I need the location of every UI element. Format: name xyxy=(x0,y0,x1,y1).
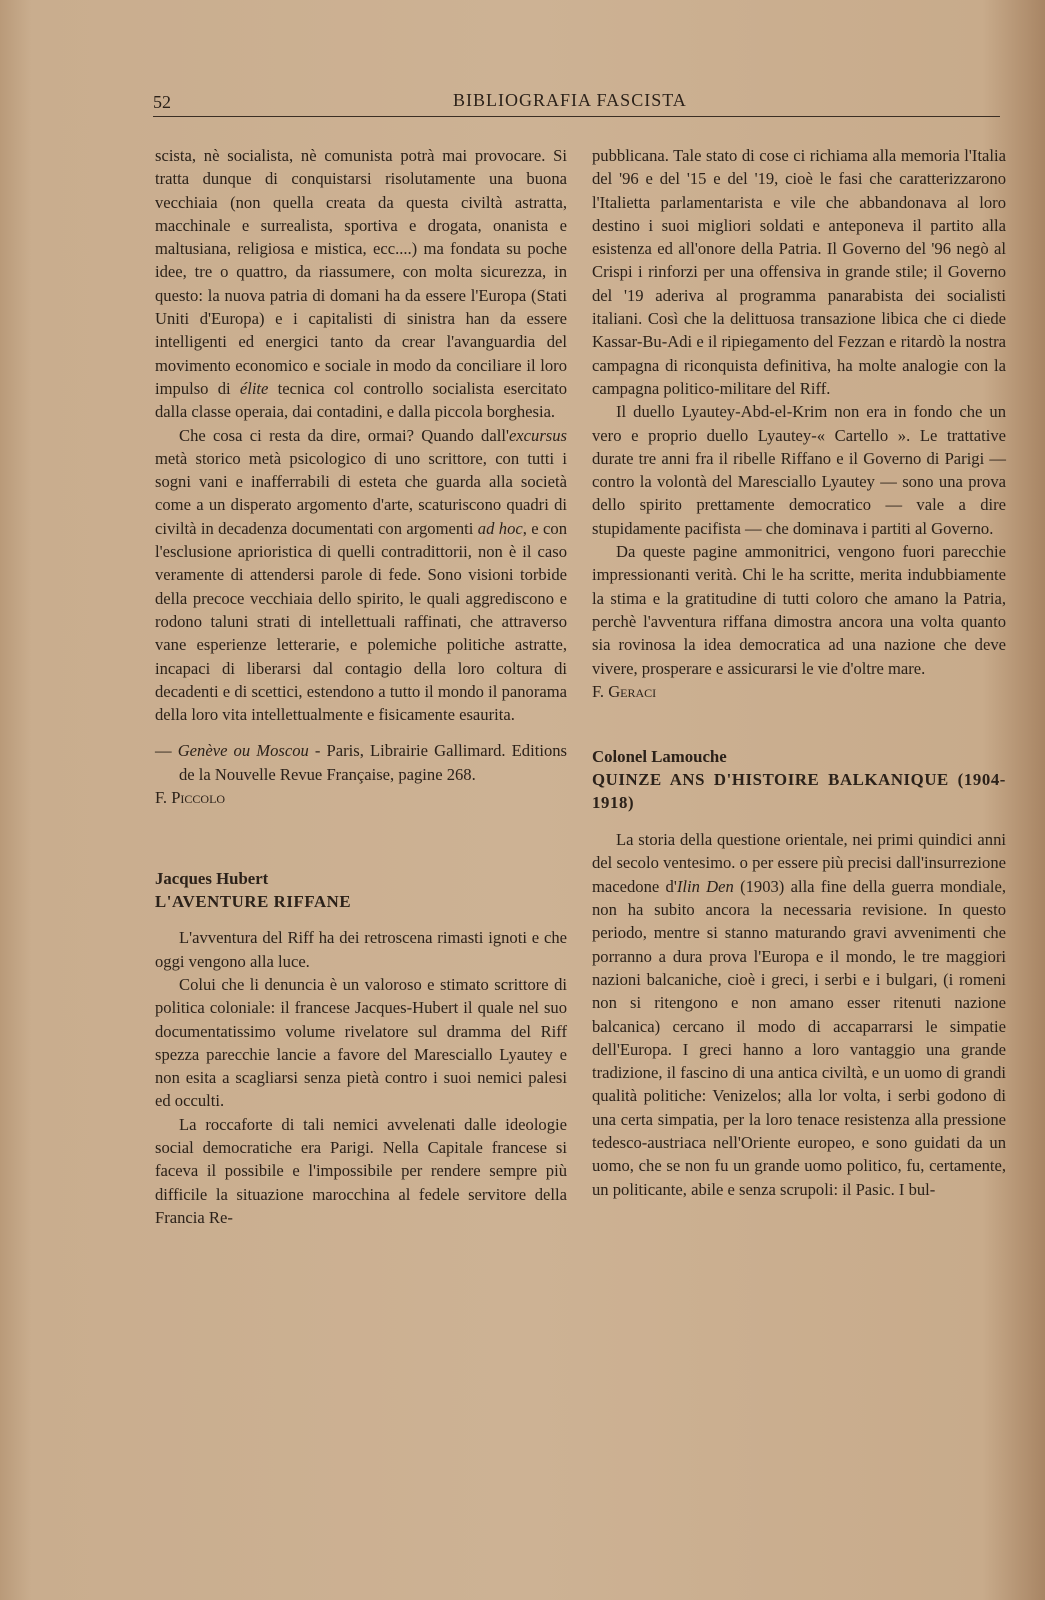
left-column xyxy=(155,144,567,1229)
left-paragraph-1: scista, nè socialista, nè comunista potrà mai provocare. Si tratta dunque di conquistarsi risolutamente una buona vecchiaia (non quella creata da questa civiltà astratta, macchinale e surrealista, sportiva e drogata, onanista e maltusiana, religiosa e mistica, ecc....) ma fondata su poche idee, tre o quattro, da riassumere, con molta sicurezza, in questo: la nuova patria di domani ha da essere l'Europa (Stati Uniti d'Europa) e i capitalisti di sinistra han da essere intelligenti ed energici tanto da crear l'avanguardia del movimento economico e sociale in modo da conciliare il loro impulso di élite tecnica col controllo socialista esercitato dalla classe operaia, dai contadini, e dalla piccola borghesia. xyxy=(155,146,567,422)
running-title: BIBLIOGRAFIA FASCISTA xyxy=(453,90,687,110)
review-title: QUINZE ANS D'HISTOIRE BALKANIQUE (1904-1918) xyxy=(592,770,1006,813)
citation-title: Genève ou Moscou xyxy=(177,741,309,761)
review2-paragraph-1: L'avventura del Riff ha dei retroscena rimasti ignoti e che oggi vengono alla luce. xyxy=(155,928,567,971)
italic-elite: élite xyxy=(239,378,269,398)
right-column xyxy=(592,144,1006,1201)
book-citation: — Genève ou Moscou - Paris, Librairie Gallimard. Editions de la Nouvelle Revue Française, pagine 268. xyxy=(155,741,567,784)
review-author: Jacques Hubert xyxy=(155,869,269,889)
right-paragraph-2: Il duello Lyautey-Abd-el-Krim non era in fondo che un vero e proprio duello Lyautey-« Cartello ». Le trattative durate tre anni fra il ribelle Riffano e il Governo di Parigi — contro la volontà del Maresciallo Lyautey — sono una prova dello spirito prettamente democratico — vale a dire stupidamente pacifista — che dominava i partiti al Governo. xyxy=(592,402,1006,538)
page-number: 52 xyxy=(153,92,171,112)
page-header xyxy=(153,86,1000,117)
left-paragraph-2: Che cosa ci resta da dire, ormai? Quando dall'excursus metà storico metà psicologico di uno scrittore, con tutti i sogni vani e inafferrabili di esteta che guarda alla società come a un disperato argomento d'arte, scaturiscono quadri di civiltà in decadenza documentati con argomenti ad hoc, e con l'esclusione aprioristica di quelli contradittorii, non è il caso veramente di attendersi parole di fede. Sono visioni torbide della precoce vecchiaia dello spirito, le quali aggrediscono e rodono taluni strati di intellettuali raffinati, che attraverso vane esperienze letterarie, e polemiche politiche astratte, incapaci di liberarsi dal contagio della loro coltura di decadenti e di scettici, estendono a tutto il mondo il panorama della loro vita intellettualmente e fisicamente esaurita. xyxy=(155,425,567,725)
italic-ilin-den: Ilin Den xyxy=(676,876,734,896)
right-paragraph-1: pubblicana. Tale stato di cose ci richiama alla memoria l'Italia del '96 e del '15 e del '19, cioè le fasi che caratterizzarono l'Italietta parlamentarista e vile che abbandonava al loro destino i suoi migliori soldati e anteponeva il partito alla esistenza ed all'onore della Patria. Il Governo del '96 negò al Crispi i rinforzi per una offensiva in grande stile; il Governo del '19 aderiva al programma panarabista dei socialisti italiani. Così che la delittuosa transazione libica che ci diede Kassar-Bu-Adi e il ripiegamento del Fezzan e ritardò la nostra campagna di riconquista definitiva, ha molte analogie con la campagna politico-militare del Riff. xyxy=(592,146,1006,398)
signature-piccolo: F. Piccolo xyxy=(155,788,226,808)
review3-paragraph-1: La storia della questione orientale, nei primi quindici anni del secolo ventesimo. o per essere più precisi dall'insurrezione macedone d'Ilin Den (1903) alla fine della guerra mondiale, non ha subito ancora la necessaria revisione. In questo periodo, mentre si stanno maturando gravi avvenimenti che porranno a dura prova l'Europa e il mondo, le tre maggiori nazioni balcaniche, cioè i greci, i serbi e i bulgari, (i romeni non si ritengono e non amano esser ritenuti nazione balcanica) cercano il modo di accaparrarsi le simpatie dell'Europa. I greci hanno a loro vantaggio una grande tradizione, il fascino di una antica civiltà, e un uomo di grandi qualità politiche: Venizelos; alla lor volta, i serbi godono di una certa simpatia, per la loro tenace resistenza alla pressione tedesco-austriaca nell'Oriente europeo, e sono guidati da un uomo, che se non fu un grande uomo politico, fu, certamente, un politicante, abile e senza scrupoli: il Pasic. I bul- xyxy=(592,830,1006,1199)
review2-paragraph-2: Colui che li denuncia è un valoroso e stimato scrittore di politica coloniale: il francese Jacques-Hubert il quale nel suo documentatissimo volume rivelatore sul dramma del Riff spezza parecchie lancie a favore del Maresciallo Lyautey e non esita a scagliarsi senza pietà contro i suoi nemici palesi ed occulti. xyxy=(155,974,567,1111)
signature-geraci: F. Geraci xyxy=(592,681,657,701)
italic-excursus: excursus xyxy=(508,425,567,445)
right-paragraph-3: Da queste pagine ammonitrici, vengono fuori parecchie impressionanti verità. Chi le ha scritte, merita indubbiamente la stima e la gratitudine di tutti coloro che amano la Patria, perchè l'avventura riffana dimostra ancora una volta quanto sia rovinosa la idea democratica ad una nazione che deve vivere, prosperare e assicurarsi le vie d'oltre mare. xyxy=(592,542,1006,678)
review2-paragraph-3: La roccaforte di tali nemici avvelenati dalle ideologie social democratiche era Parigi. Nella Capitale francese si faceva il possibile e l'impossibile per rendere sempre più difficile la situazione marocchina al fedele servitore della Francia Re- xyxy=(155,1114,567,1227)
italic-ad-hoc: ad hoc xyxy=(477,518,523,538)
review-title: L'AVENTURE RIFFANE xyxy=(155,892,352,912)
review-author: Colonel Lamouche xyxy=(592,747,727,767)
